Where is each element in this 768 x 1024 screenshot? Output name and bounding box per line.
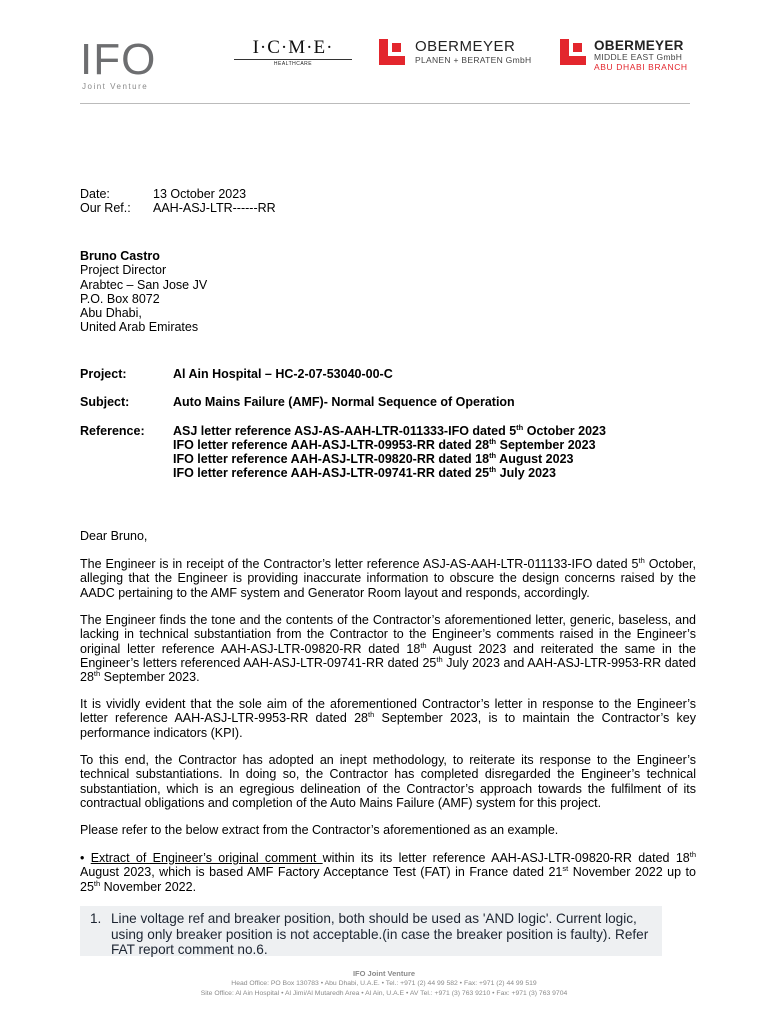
bullet: • xyxy=(80,851,85,865)
obermeyer-mark-icon xyxy=(379,39,405,65)
footer-title: IFO Joint Venture xyxy=(352,969,416,978)
ifo-logo-subtitle: Joint Venture xyxy=(82,82,149,91)
icme-logo xyxy=(234,38,352,67)
header-divider xyxy=(80,103,690,104)
subject-value: Auto Mains Failure (AMF)- Normal Sequence of Operation xyxy=(173,395,515,410)
paragraph-6: • Extract of Engineer’s original comment within its its letter reference AAH-ASJ-LTR-09820-RR dated 18th August 2023, which is based AMF Factory Acceptance Test (FAT) in France dated 21st November 2022 up to 25th November 2022. xyxy=(80,849,696,894)
reference-item: IFO letter reference AAH-ASJ-LTR-09741-RR dated 25th July 2023 xyxy=(173,465,556,481)
reference-list xyxy=(173,424,606,481)
project-value: Al Ain Hospital – HC-2-07-53040-00-C xyxy=(173,367,393,381)
reference-item: IFO letter reference AAH-ASJ-LTR-09820-RR dated 18th August 2023 xyxy=(173,451,574,467)
paragraph-3: It is vividly evident that the sole aim of the aforementioned Contractor’s letter in response to the Engineer’s letter reference AAH-ASJ-LTR-9953-RR dated 28th September 2023, is to maintain the Contractor’s key performance indicators (KPI). xyxy=(80,697,696,740)
date-value: 13 October 2023 xyxy=(153,187,247,201)
obermeyer-me-name: OBERMEYER xyxy=(594,38,684,53)
icme-logo-subtitle: HEALTHCARE xyxy=(273,61,313,67)
recipient-name: Bruno Castro xyxy=(80,249,160,263)
paragraph-5: Please refer to the below extract from the Contractor’s aforementioned as an example. xyxy=(80,823,559,837)
obermeyer-me-sub: MIDDLE EAST GmbH xyxy=(594,52,683,62)
extract-heading: Extract of Engineer’s original comment xyxy=(90,851,323,865)
paragraph-4: To this end, the Contractor has adopted an inept methodology, to reiterate its response to the Engineer’s technical substantiations. In doing so, the Contractor has completed disregarded the Engineer’s technical substantiation, which is an egregious delineation of the Contractor’s approach towards the fulfilment of its contractual obligations and completion of the Auto Mains Failure (AMF) system for this project. xyxy=(80,753,696,810)
our-ref-label: Our Ref.: xyxy=(80,201,131,216)
obermeyer-me-branch: ABU DHABI BRANCH xyxy=(594,62,688,72)
reference-item: IFO letter reference AAH-ASJ-LTR-09953-RR dated 28th September 2023 xyxy=(173,436,596,452)
obermeyer-middle-east-logo xyxy=(560,39,688,72)
footer-head-office: Head Office: PO Box 130783 • Abu Dhabi, U.A.E. • Tel.: +971 (2) 44 99 582 • Fax: +971 (2) 44 99 519 xyxy=(231,980,537,987)
paragraph-1: The Engineer is in receipt of the Contractor’s letter reference ASJ-AS-AAH-LTR-011133-IFO dated 5th October, alleging that the Engineer is providing inaccurate information to obscure the design concerns raised by the AADC pertaining to the AMF system and Generator Room layout and responds, accordingly. xyxy=(80,555,696,600)
our-ref-value: AAH-ASJ-LTR------RR xyxy=(153,201,276,216)
recipient-address xyxy=(80,249,207,335)
letter-meta xyxy=(80,187,276,216)
recipient-line: Arabtec – San Jose JV xyxy=(80,277,208,292)
extract-text: Line voltage ref and breaker position, both should be used as 'AND logic'. Current logic, using only breaker position is not acceptable.(in case the breaker position is faulty). Refer FAT report comment no.6. xyxy=(111,911,649,957)
paragraph-2: The Engineer finds the tone and the contents of the Contractor’s aforementioned letter, generic, baseless, and lacking in technical substantiation from the Contractor to the Engineer’s comments raised in the Engineer’s original letter reference AAH-ASJ-LTR-09820-RR dated 18th August 2023 and reiterated the same in the Engineer’s letters referenced AAH-ASJ-LTR-09741-RR dated 25th July 2023 and AAH-ASJ-LTR-9953-RR dated 28th September 2023. xyxy=(80,613,696,685)
extract-number: 1. xyxy=(90,911,102,926)
obermeyer-planen-sub: PLANEN + BERATEN GmbH xyxy=(415,55,532,65)
icme-logo-text: I·C·M·E· xyxy=(252,37,334,58)
obermeyer-mark-icon xyxy=(560,39,586,65)
footer-site-office: Site Office: Al Ain Hospital • Al Jimi/Al Mutaredh Area • Al Ain, U.A.E • AV Tel.: +971 (3) 763 9210 • Fax: +971 (3) 763 9704 xyxy=(200,990,568,997)
subject-label: Subject: xyxy=(80,395,130,410)
extract-image xyxy=(80,906,662,956)
reference-item: ASJ letter reference ASJ-AS-AAH-LTR-011333-IFO dated 5th October 2023 xyxy=(173,422,606,438)
obermeyer-planen-logo xyxy=(379,39,531,65)
recipient-line: United Arab Emirates xyxy=(80,320,199,335)
recipient-line: P.O. Box 8072 xyxy=(80,291,160,306)
salutation: Dear Bruno, xyxy=(80,529,148,543)
ifo-logo xyxy=(80,35,157,91)
extract-content xyxy=(90,911,655,958)
reference-label: Reference: xyxy=(80,423,145,438)
letter-header-block xyxy=(80,367,606,481)
recipient-line: Abu Dhabi, xyxy=(80,306,142,321)
recipient-line: Project Director xyxy=(80,263,167,278)
project-label: Project: xyxy=(80,367,127,381)
obermeyer-planen-name: OBERMEYER xyxy=(415,38,516,55)
ifo-logo-text: IFO xyxy=(80,35,157,84)
date-label: Date: xyxy=(80,187,110,201)
icme-logo-rule xyxy=(234,59,352,60)
